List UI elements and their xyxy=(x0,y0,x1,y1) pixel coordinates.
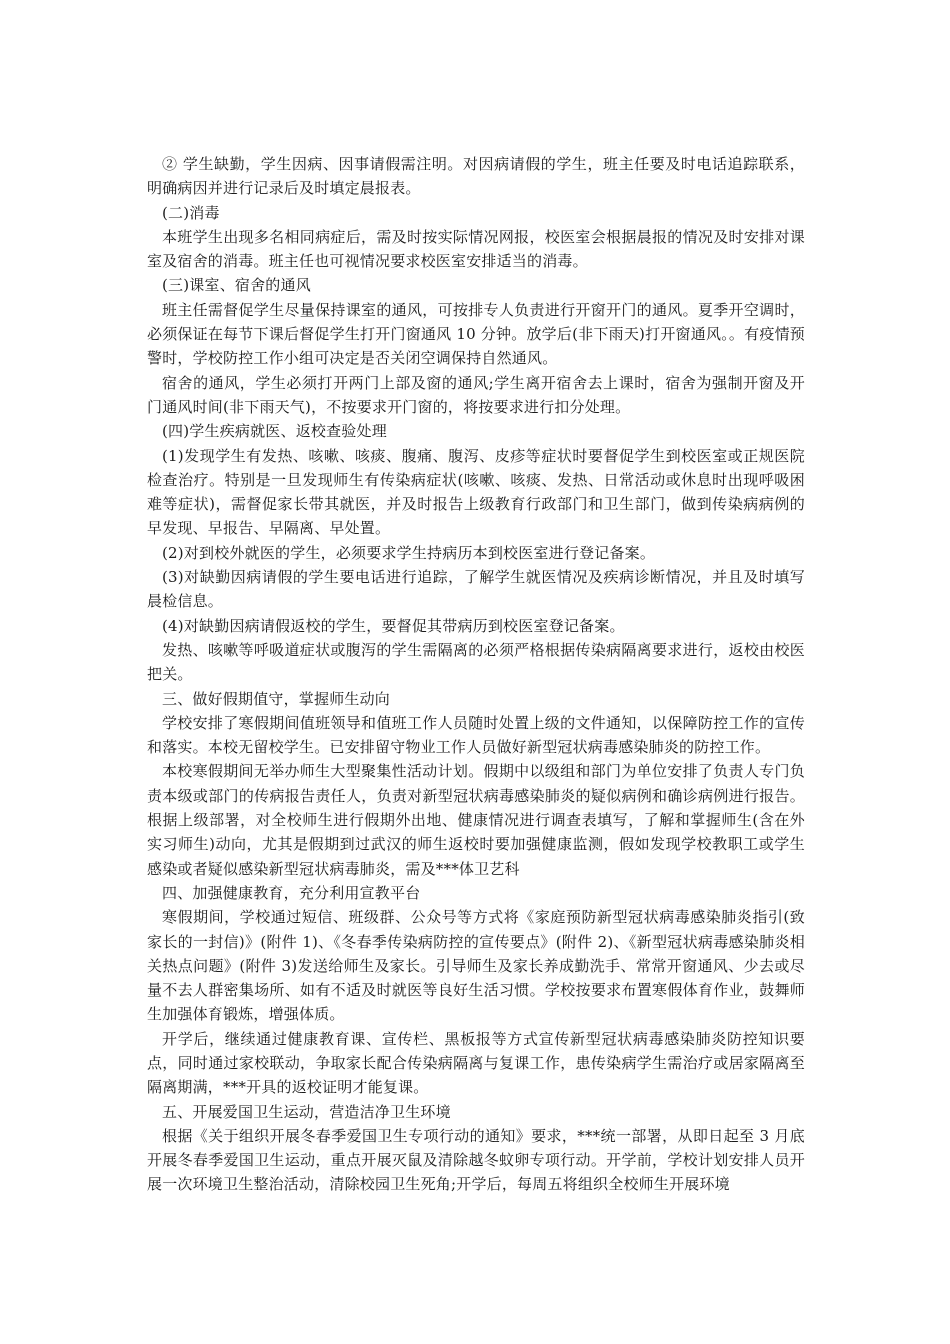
heading-holiday-duty: 三、做好假期值守，掌握师生动向 xyxy=(162,689,391,708)
paragraph-disinfection: 本班学生出现多名相同病症后，需及时按实际情况网报，校医室会根据晨报的情况及时安排对课室及宿舍的消毒。班主任也可视情况要求校医室安排适当的消毒。 xyxy=(147,227,805,271)
paragraph-sanitation: 根据《关于组织开展冬春季爱国卫生专项行动的通知》要求，***统一部署，从即日起至 3 月底开展冬春季爱国卫生运动，重点开展灭鼠及清除越冬蚊卵专项行动。开学前，学校计划安排人员开展一次环境卫生整治活动，清除校园卫生死角;开学后，每周五将组织全校师生开展环境 xyxy=(147,1126,805,1194)
paragraph-holiday-monitoring: 本校寒假期间无举办师生大型聚集性活动计划。假期中以级组和部门为单位安排了负责人专门负责本级或部门的传病报告责任人，负责对新型冠状病毒感染肺炎的疑似病例和确诊病例进行报告。根据上级部署，对全校师生进行假期外出地、健康情况进行调查表填写，了解和掌握师生(含在外实习师生)动向，尤其是假期到过武汉的师生返校时要加强健康监测，假如发现学校教职工或学生感染或者疑似感染新型冠状病毒肺炎，需及***体卫艺科 xyxy=(147,762,805,878)
paragraph-health-education-school: 开学后，继续通过健康教育课、宣传栏、黑板报等方式宣传新型冠状病毒感染肺炎防控知识要点，同时通过家校联动，争取家长配合传染病隔离与复课工作，患传染病学生需治疗或居家隔离至隔离期满，***开具的返校证明才能复课。 xyxy=(147,1029,805,1097)
paragraph-medical-item-4: (4)对缺勤因病请假返校的学生，要督促其带病历到校医室登记备案。 xyxy=(162,616,625,635)
heading-health-education: 四、加强健康教育，充分利用宣教平台 xyxy=(162,883,421,902)
paragraph-medical-item-3: (3)对缺勤因病请假的学生要电话进行追踪，了解学生就医情况及疾病诊断情况，并且及时填写晨检信息。 xyxy=(147,568,805,611)
document-page xyxy=(147,152,805,1197)
paragraph-absence: ② 学生缺勤，学生因病、因事请假需注明。对因病请假的学生，班主任要及时电话追踪联系，明确病因并进行记录后及时填定晨报表。 xyxy=(147,155,805,198)
heading-disinfection: (二)消毒 xyxy=(162,203,220,222)
paragraph-isolation: 发热、咳嗽等呼吸道症状或腹泻的学生需隔离的必须严格根据传染病隔离要求进行，返校由校医把关。 xyxy=(147,640,805,684)
paragraph-health-education-winter: 寒假期间，学校通过短信、班级群、公众号等方式将《家庭预防新型冠状病毒感染肺炎指引(致家长的一封信)》(附件 1)、《冬春季传染病防控的宣传要点》(附件 2)、《新型冠状病毒感染肺炎相关热点问题》(附件 3)发送给师生及家长。引导师生及家长养成勤洗手、常常开窗通风、少去或尽量不去人群密集场所、如有不适及时就医等良好生活习惯。学校按要求布置寒假体育作业，鼓舞师生加强体育锻炼，增强体质。 xyxy=(147,908,805,1024)
heading-sanitation: 五、开展爱国卫生运动，营造洁净卫生环境 xyxy=(162,1102,451,1121)
paragraph-medical-item-2: (2)对到校外就医的学生，必须要求学生持病历本到校医室进行登记备案。 xyxy=(162,543,656,562)
paragraph-dorm-ventilation: 宿舍的通风，学生必须打开两门上部及窗的通风;学生离开宿舍去上课时，宿舍为强制开窗及开门通风时间(非下雨天气)，不按要求开门窗的，将按要求进行扣分处理。 xyxy=(147,373,805,416)
heading-ventilation: (三)课室、宿舍的通风 xyxy=(162,276,311,295)
paragraph-medical-item-1: (1)发现学生有发热、咳嗽、咳痰、腹痛、腹泻、皮疹等症状时要督促学生到校医室或正规医院检查治疗。特别是一旦发现师生有传染病症状(咳嗽、咳痰、发热、日常活动或休息时出现呼吸困难等症状)，需督促家长带其就医，并及时报告上级教育行政部门和卫生部门，做到传染病病例的早发现、早报告、早隔离、早处置。 xyxy=(147,446,805,538)
heading-medical-handling: (四)学生疾病就医、返校查验处理 xyxy=(162,422,387,441)
paragraph-classroom-ventilation: 班主任需督促学生尽量保持课室的通风，可按排专人负责进行开窗开门的通风。夏季开空调时，必须保证在每节下课后督促学生打开门窗通风 10 分钟。放学后(非下雨天)打开窗通风。。有疫情预警时，学校防控工作小组可决定是否关闭空调保持自然通风。 xyxy=(147,300,805,368)
paragraph-holiday-duty: 学校安排了寒假期间值班领导和值班工作人员随时处置上级的文件通知，以保障防控工作的宣传和落实。本校无留校学生。已安排留守物业工作人员做好新型冠状病毒感染肺炎的防控工作。 xyxy=(147,713,805,757)
